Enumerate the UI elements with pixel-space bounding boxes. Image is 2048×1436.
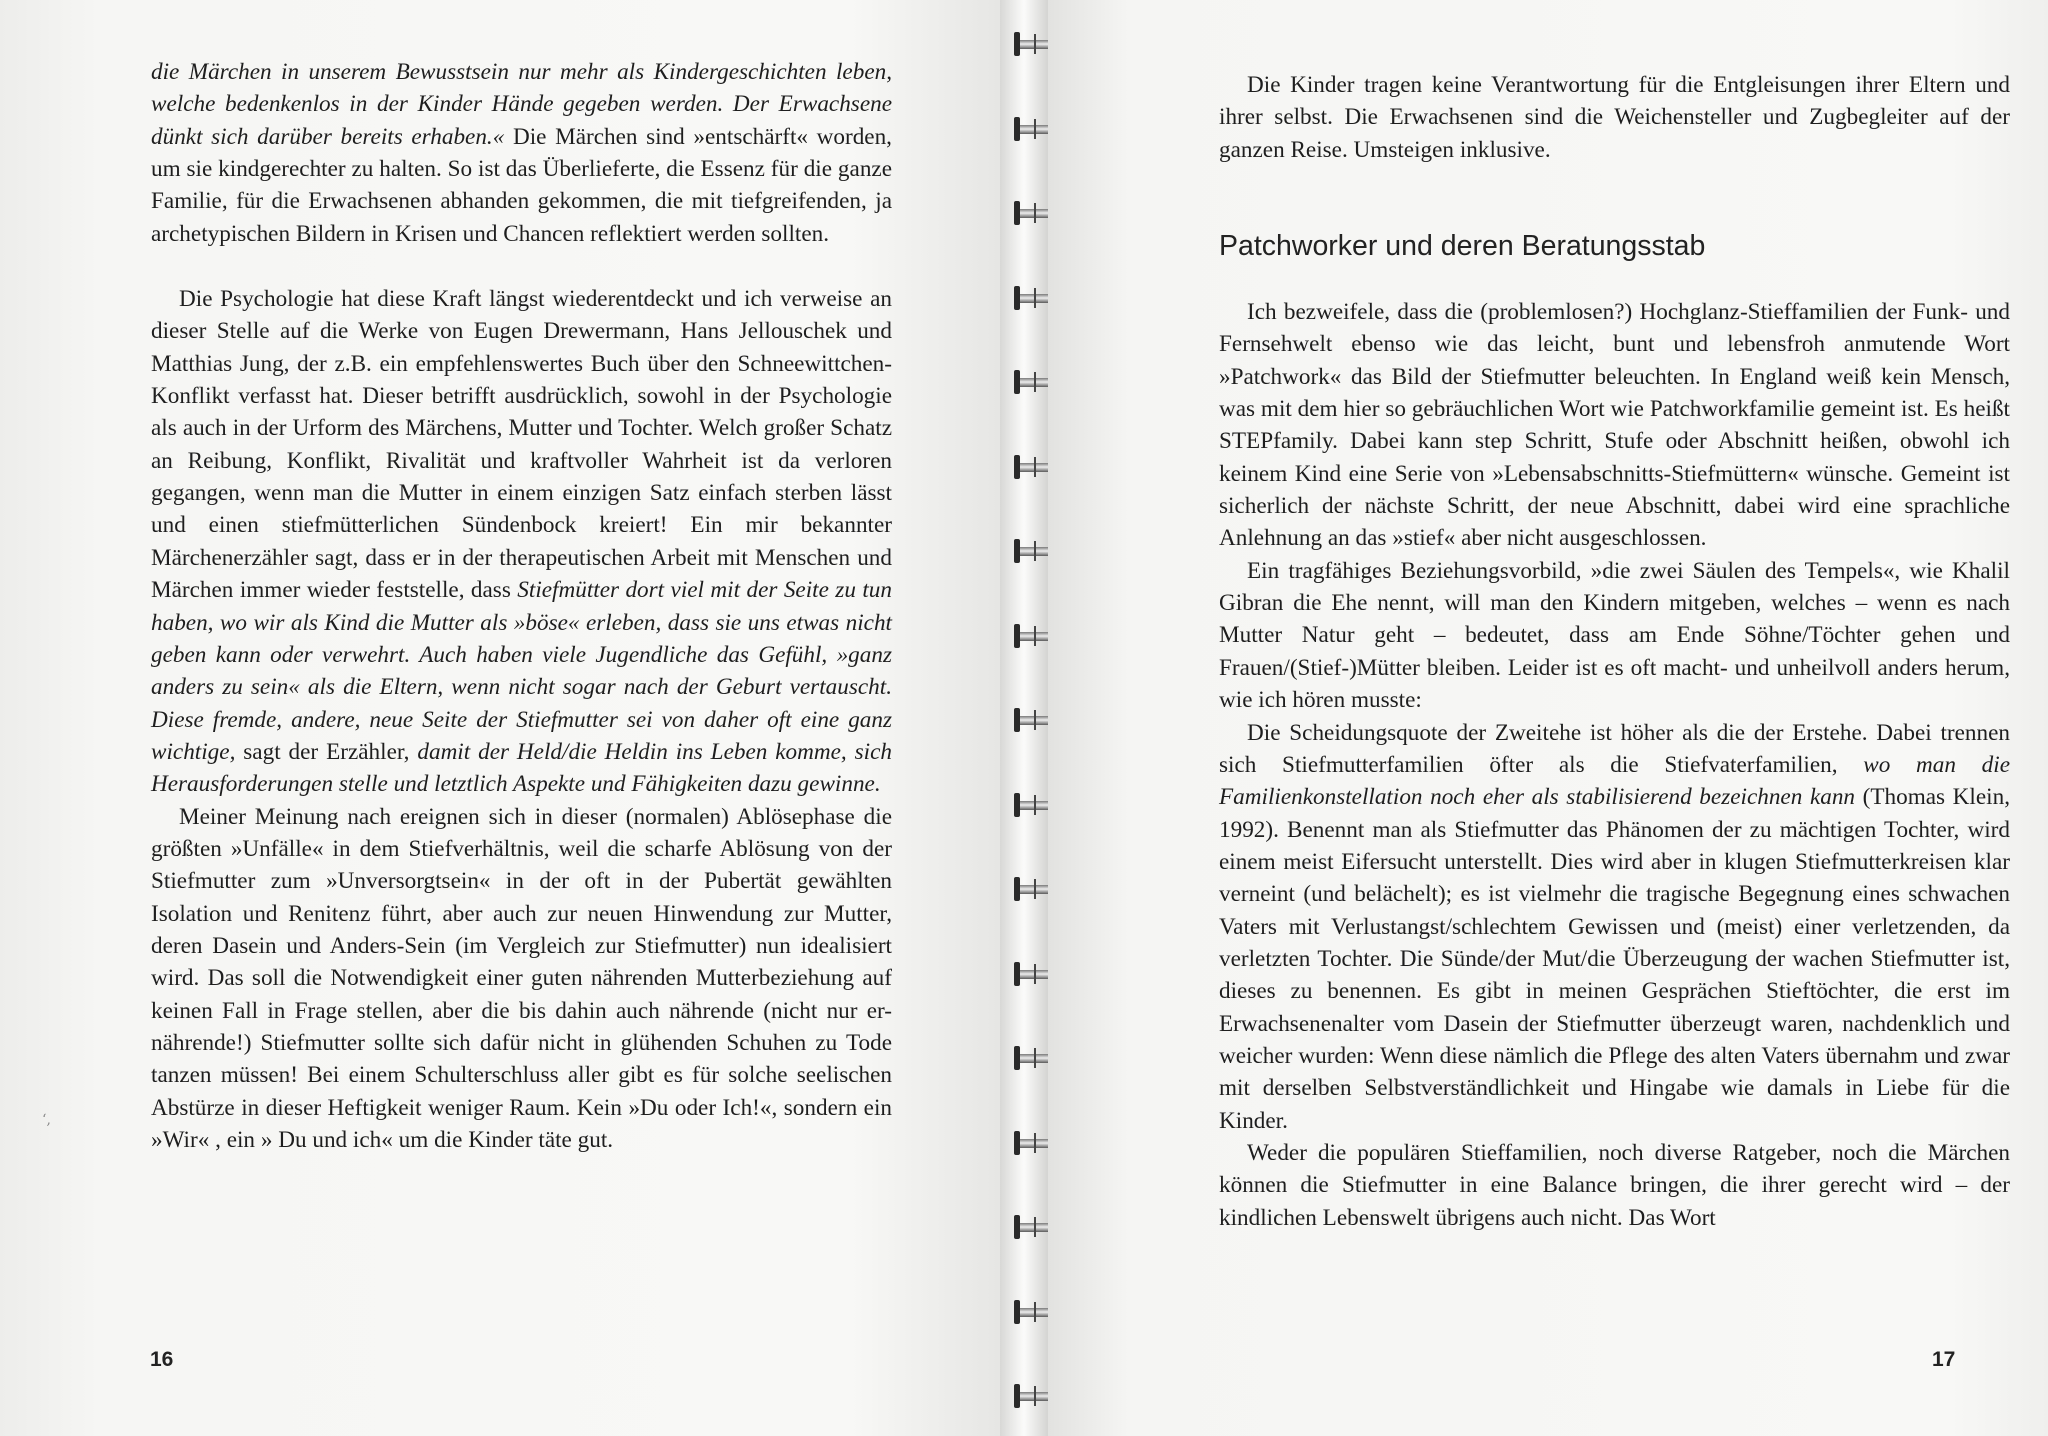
left-page-text: [151, 56, 892, 1156]
text-run: Ich bezweifele, dass die (problemlosen?) Hochglanz-Stieffamilien der Funk- und Fernsehwelt ebenso wie das leicht, bunt und lebensfroh anmutende Wort »Patchwork« das Bild der Stiefmutter beleuchten. In England weiß kein Mensch, was mit dem hier so gebräuchlichen Wort wie Patchworkfamilie gemeint ist. Es heißt STEPfamily. Dabei kann step Schritt, Stufe oder Abschnitt heißen, obwohl ich keinem Kind eine Serie von »Lebensabschnitts-Stiefmüttern« wünsche. Gemeint ist sicherlich der nächste Schritt, der neue Abschnitt, dabei wird eine sprachliche Anlehnung an das »stief« aber nicht ausgeschlossen.: [1219, 299, 2010, 552]
text-run: Weder die populären Stieffamilien, noch diverse Ratgeber, noch die Märchen können die Stiefmutter in eine Balance bringen, die ihrer gerecht wird – der kindlichen Lebenswelt übrigens auch nicht. Das Wort: [1219, 1139, 2010, 1231]
paragraph: [1219, 717, 2010, 1137]
italic-text-run: damit der Held/die Heldin ins Leben komme, sich Herausforderungen stelle und letztlich Aspekte und Fähigkeiten dazu gewinne.: [151, 738, 892, 798]
text-run: Die Scheidungsquote der Zweitehe ist höher als die der Erstehe. Dabei trennen sich Stiefmutterfamilien öfter als die Stiefvaterfamilien,: [1219, 719, 2010, 778]
paragraph: [151, 801, 892, 1157]
paragraph: [1219, 1137, 2010, 1234]
smudge-mark: ‘,: [42, 1112, 51, 1128]
paragraph: [1219, 555, 2010, 717]
paragraph: [151, 283, 892, 801]
right-page-text: [1219, 69, 2010, 1234]
right-page: [1048, 0, 2048, 1436]
text-run: Die Märchen sind »entschärft« worden, um sie kindgerechter zu halten. So ist das Überlieferte, die Essenz für die ganze Familie, für die Erwachsenen abhanden gekommen, die mit tiefgreifenden, ja archetypischen Bildern in Krisen und Chancen reflektiert werden sollten.: [151, 123, 892, 247]
paragraph: [151, 56, 892, 250]
page-number: 17: [1932, 1348, 1956, 1371]
intro-paragraph: Die Kinder tragen keine Verantwortung für die Entgleisungen ihrer Eltern und ihrer selbst. Die Erwachsenen sind die Weichensteller und Zugbegleiter auf der ganzen Reise. Umsteigen inklusive.: [1219, 72, 2010, 163]
text-run: (Thomas Klein, 1992). Benennt man als Stiefmutter das Phänomen der zu mächtigen Tochter, wird einem meist Eifersucht unterstellt. Dies wird aber in klugen Stiefmutterkreisen klar verneint (und belächelt); es ist vielmehr die tragische Begegnung eines schwachen Vaters mit Verlustangst/schlechtem Gewissen und (meist) einer verletzenden, da verletzten Tochter. Die Sünde/der Mut/die Überzeugung der wachen Stiefmutter ist, dieses zu benennen. Es gibt in meinen Gesprächen Stieftöchter, die erst im Erwachsenenalter vom Dasein der Stiefmutter überzeugt waren, nachdenklich und weicher wurden: Wenn diese nämlich die Pflege des alten Vaters übernahm und zwar mit derselben Selbstverständlichkeit und Hingabe wie damals in Liebe für die Kinder.: [1219, 784, 2010, 1134]
text-run: sagt der Erzähler,: [235, 738, 418, 765]
italic-text-run: Stiefmütter dort viel mit der Seite zu tun haben, wo wir als Kind die Mutter als »böse« erleben, dass sie uns etwas nicht geben kann oder verwehrt. Auch haben viele Jugendliche das Gefühl, »ganz anders zu sein« als die Eltern, wenn nicht sogar nach der Geburt vertauscht. Diese fremde, andere, neue Seite der Stiefmutter sei von daher oft eine ganz wichtige,: [151, 577, 892, 765]
page-number: 16: [150, 1348, 174, 1371]
section-heading: Patchworker und deren Beratungsstab: [1219, 230, 1706, 263]
text-run: Die Psychologie hat diese Kraft längst wiederentdeckt und ich verweise an dieser Stelle auf die Werke von Eugen Drewermann, Hans Jellouschek und Matthias Jung, der z.B. ein empfehlenswertes Buch über den Schneewittchen-Konflikt verfasst hat. Dieser betrifft ausdrücklich, sowohl in der Psychologie als auch in der Urform des Märchens, Mutter und Tochter. Welch großer Schatz an Reibung, Konflikt, Rivalität und kraftvoller Wahrheit ist da verloren gegangen, wenn man die Mutter in einem einzigen Satz einfach sterben lässt und einen stiefmütterlichen Sündenbock kreiert! Ein mir bekannter Märchenerzähler sagt, dass er in der therapeutischen Arbeit mit Menschen und Märchen immer wieder feststelle, dass: [151, 286, 892, 604]
left-page: [0, 0, 1000, 1436]
text-run: Ein tragfähiges Beziehungsvorbild, »die zwei Säulen des Tempels«, wie Khalil Gibran die Ehe nennt, will man den Kindern mitgeben, welches – wenn es nach Mutter Natur geht – bedeutet, dass am Ende Söhne/Töchter gehen und Frauen/(Stief-)Mütter bleiben. Leider ist es oft macht- und unheilvoll anders herum, wie ich hören musste:: [1219, 557, 2010, 714]
italic-text-run: wo man die Familienkonstellation noch eher als stabilisierend bezeichnen kann: [1219, 751, 2010, 811]
text-run: Meiner Meinung nach ereignen sich in dieser (normalen) Ablösephase die größten »Unfälle« in dem Stiefverhältnis, weil die scharfe Ablösung von der Stiefmutter zum »Unversorgtsein« in der oft in der Pubertät gewählten Isolation und Renitenz führt, aber auch zur neuen Hinwendung zur Mutter, deren Dasein und Anders-Sein (im Vergleich zur Stiefmutter) nun idealisiert wird. Das soll die Notwendigkeit einer guten nährenden Mutterbeziehung auf keinen Fall in Frage stellen, aber die bis dahin auch nährende (nicht nur er-nährende!) Stiefmutter sollte sich dafür nicht in glühenden Schuhen zu Tode tanzen müssen! Bei einem Schulterschluss aller gibt es für solche seelischen Abstürze in dieser Heftigkeit weniger Raum. Kein »Du oder Ich!«, sondern ein »Wir« , ein » Du und ich« um die Kinder täte gut.: [151, 803, 892, 1153]
italic-text-run: die Märchen in unserem Bewusstsein nur mehr als Kindergeschichten leben, welche bedenkenlos in der Kinder Hände gegeben werden. Der Erwachsene dünkt sich darüber bereits erhaben.«: [151, 59, 892, 150]
paragraph: [1219, 296, 2010, 555]
